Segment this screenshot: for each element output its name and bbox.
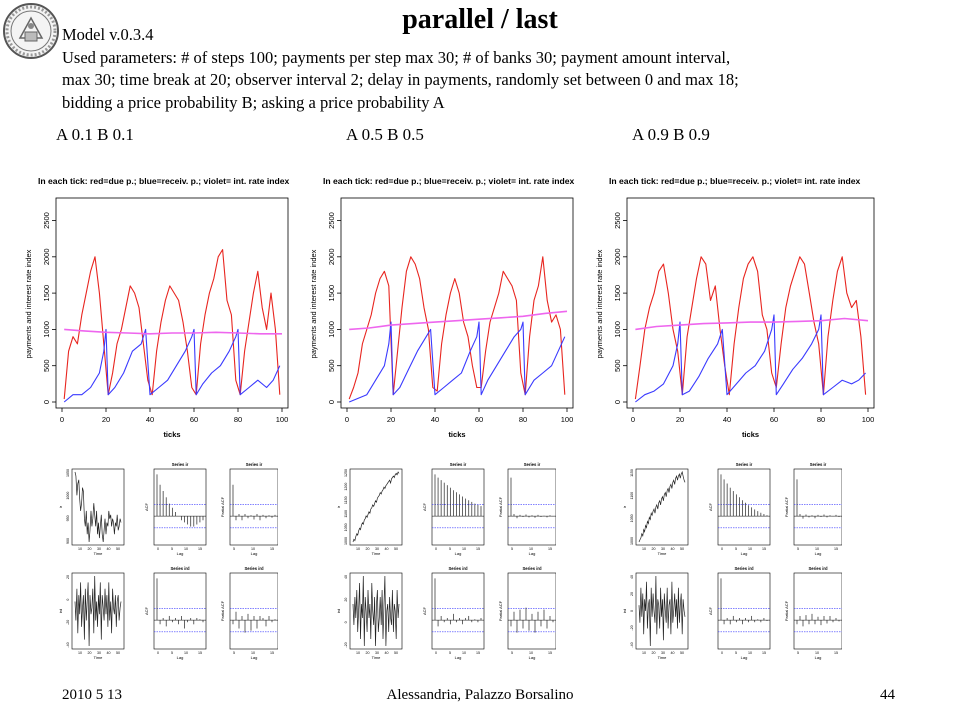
- x-tick-label: 0: [59, 415, 65, 424]
- x-tick-label: 10: [78, 651, 82, 655]
- y-tick-label: 0: [42, 399, 51, 405]
- x-tick-label: 0: [630, 415, 636, 424]
- y-tick-label: 1000: [344, 537, 348, 545]
- x-tick-label: 50: [116, 547, 120, 551]
- x-tick-label: 10: [748, 547, 752, 551]
- x-axis-label: Time: [371, 655, 381, 660]
- x-tick-label: 20: [651, 651, 656, 655]
- x-tick-label: 0: [435, 651, 437, 655]
- plot-frame: [432, 469, 484, 545]
- x-axis-label: Lag: [250, 551, 258, 556]
- x-tick-label: 10: [529, 651, 533, 655]
- x-tick-label: 5: [797, 651, 799, 655]
- y-axis-label: ACF: [422, 607, 427, 615]
- x-axis-label: Time: [93, 655, 103, 660]
- y-axis-label: Partial ACF: [220, 600, 225, 622]
- y-axis-label: ird: [622, 608, 627, 614]
- plot-title: Series ir: [523, 462, 541, 467]
- chart-caption: A 0.9 B 0.9: [632, 125, 710, 144]
- x-tick-label: 80: [518, 415, 528, 424]
- x-tick-label: 10: [462, 547, 466, 551]
- x-tick-label: 10: [815, 547, 819, 551]
- y-axis-label: ACF: [144, 503, 149, 511]
- y-tick-label: 40: [630, 575, 634, 579]
- y-tick-label: 1050: [66, 469, 70, 477]
- correlogram-plot: [708, 462, 770, 556]
- plot-frame: [508, 573, 556, 649]
- series-line: [75, 472, 121, 542]
- x-tick-label: 40: [106, 651, 111, 655]
- y-axis: [613, 212, 627, 404]
- x-tick-label: 5: [511, 547, 513, 551]
- y-tick-label: 2500: [613, 212, 622, 229]
- x-tick-label: 15: [548, 547, 552, 551]
- x-axis: [631, 408, 874, 424]
- y-axis-label: ACF: [708, 503, 713, 511]
- x-tick-label: 20: [651, 547, 656, 551]
- y-tick-label: -20: [630, 625, 634, 631]
- x-tick-label: 5: [233, 547, 235, 551]
- y-axis-label: ird: [336, 608, 341, 614]
- x-tick-label: 10: [748, 651, 752, 655]
- y-tick-label: 0: [327, 399, 336, 405]
- x-tick-label: 0: [157, 651, 159, 655]
- plot-frame: [432, 573, 484, 649]
- params-line: Used parameters: # of steps 100; payments per step max 30; # of banks 30; payment amount interval,: [62, 47, 731, 67]
- y-tick-label: 1150: [344, 496, 348, 505]
- plot-frame: [794, 469, 842, 545]
- y-axis-label: ir: [622, 505, 627, 509]
- slide-title: parallel / last: [402, 4, 558, 35]
- x-tick-label: 10: [356, 651, 360, 655]
- y-tick-label: 2000: [613, 248, 622, 266]
- x-tick-label: 50: [116, 651, 120, 655]
- y-axis-label: Partial ACF: [498, 496, 503, 518]
- chart-caption: A 0.5 B 0.5: [346, 125, 424, 144]
- y-axis-label: ACF: [144, 607, 149, 615]
- plot-title: Series ir: [245, 462, 263, 467]
- chart-title: In each tick: red=due p.; blue=receiv. p.; violet= int. rate index: [38, 176, 290, 186]
- footer-date: 2010 5 13: [62, 687, 122, 703]
- x-tick-label: 15: [198, 547, 202, 551]
- plot-title: Series ird: [244, 566, 264, 571]
- x-tick-label: 10: [529, 547, 533, 551]
- y-tick-label: 1050: [344, 523, 348, 532]
- correlogram-plot: [220, 462, 278, 556]
- series-line-blue: [635, 315, 865, 402]
- plot-title: Series ird: [448, 566, 468, 571]
- x-tick-label: 30: [375, 651, 379, 655]
- model-version: Model v.0.3.4: [62, 25, 154, 44]
- x-axis-label: Lag: [528, 655, 536, 660]
- plot-title: Series ir: [171, 462, 189, 467]
- x-tick-label: 50: [394, 651, 398, 655]
- y-tick-label: 0: [66, 598, 70, 601]
- series-line-violet: [64, 329, 282, 333]
- x-tick-label: 15: [198, 651, 202, 655]
- x-tick-label: 15: [762, 547, 766, 551]
- x-tick-label: 10: [251, 547, 255, 551]
- x-tick-label: 40: [145, 415, 155, 424]
- x-tick-label: 60: [769, 415, 779, 424]
- x-axis-label: Lag: [176, 655, 184, 660]
- plot-frame: [636, 469, 688, 545]
- y-axis-label: ACF: [422, 503, 427, 511]
- y-tick-label: 1100: [630, 491, 634, 500]
- correlogram-plot: [784, 566, 842, 660]
- series-line: [75, 576, 121, 646]
- plot-title: Series ird: [734, 566, 754, 571]
- y-axis-label: payments and interest rate index: [309, 249, 318, 359]
- series-line-red: [635, 257, 865, 399]
- x-tick-label: 30: [661, 651, 665, 655]
- x-axis-label: Time: [93, 551, 103, 556]
- x-tick-label: 5: [511, 651, 513, 655]
- x-tick-label: 10: [184, 547, 188, 551]
- x-tick-label: 5: [797, 547, 799, 551]
- y-tick-label: 2500: [327, 212, 336, 229]
- correlogram-plot: [144, 462, 206, 556]
- x-tick-label: 15: [548, 651, 552, 655]
- parameters-block: [62, 24, 822, 114]
- y-tick-label: 1500: [327, 284, 336, 302]
- x-tick-label: 50: [680, 651, 684, 655]
- plot-frame: [154, 573, 206, 649]
- y-tick-label: 2500: [42, 212, 51, 229]
- x-tick-label: 0: [157, 547, 159, 551]
- params-line: bidding a price probability B; asking a price probability A: [62, 92, 445, 112]
- y-tick-label: -20: [66, 619, 70, 625]
- correlogram-plot: [422, 566, 484, 660]
- series-line: [639, 472, 685, 542]
- x-tick-label: 60: [474, 415, 484, 424]
- x-tick-label: 0: [721, 547, 723, 551]
- plot-frame: [154, 469, 206, 545]
- x-axis-label: Time: [657, 655, 667, 660]
- y-tick-label: 1150: [630, 469, 634, 477]
- plot-frame: [230, 469, 278, 545]
- x-tick-label: 20: [101, 415, 111, 424]
- plot-frame: [718, 469, 770, 545]
- x-axis-label: ticks: [448, 430, 466, 439]
- y-axis-label: ir: [58, 505, 63, 509]
- correlogram-plot: [498, 462, 556, 556]
- plot-frame: [72, 469, 124, 545]
- y-tick-label: 1000: [42, 321, 51, 338]
- x-tick-label: 0: [435, 547, 437, 551]
- x-tick-label: 10: [642, 547, 646, 551]
- y-tick-label: 20: [630, 592, 634, 596]
- time-series-plot: [336, 469, 402, 556]
- y-axis: [327, 212, 341, 404]
- chart-title: In each tick: red=due p.; blue=receiv. p.; violet= int. rate index: [609, 176, 861, 186]
- x-axis-label: Lag: [740, 655, 748, 660]
- series-line-blue: [64, 329, 280, 402]
- x-tick-label: 20: [365, 651, 370, 655]
- x-tick-label: 15: [270, 651, 274, 655]
- x-tick-label: 30: [661, 547, 665, 551]
- x-axis-label: ticks: [163, 430, 181, 439]
- x-axis-label: Time: [371, 551, 381, 556]
- x-tick-label: 20: [386, 415, 396, 424]
- x-tick-label: 40: [106, 547, 111, 551]
- plot-title: Series ird: [808, 566, 828, 571]
- correlogram-plot: [784, 462, 842, 556]
- x-tick-label: 15: [270, 547, 274, 551]
- x-tick-label: 30: [97, 651, 101, 655]
- y-tick-label: 1000: [613, 321, 622, 338]
- x-axis: [60, 408, 288, 424]
- y-tick-label: 20: [344, 597, 348, 602]
- y-axis: [42, 212, 56, 404]
- plot-frame: [794, 573, 842, 649]
- x-tick-label: 10: [184, 651, 188, 655]
- correlogram-plot: [220, 566, 278, 660]
- y-tick-label: 2000: [327, 248, 336, 266]
- x-tick-label: 5: [449, 547, 451, 551]
- diagnostics-panel-1: [58, 455, 278, 670]
- x-tick-label: 100: [275, 415, 289, 424]
- plot-title: Series ir: [809, 462, 827, 467]
- y-axis-label: ird: [58, 608, 63, 614]
- plot-frame: [718, 573, 770, 649]
- y-axis-label: payments and interest rate index: [24, 249, 33, 359]
- y-tick-label: 500: [327, 359, 336, 372]
- x-tick-label: 40: [430, 415, 440, 424]
- x-tick-label: 5: [449, 651, 451, 655]
- correlogram-plot: [708, 566, 770, 660]
- correlogram-plot: [422, 462, 484, 556]
- chart-title: In each tick: red=due p.; blue=receiv. p.; violet= int. rate index: [323, 176, 575, 186]
- y-axis-label: ir: [336, 505, 341, 509]
- y-axis-label: ACF: [708, 607, 713, 615]
- plot-frame: [230, 573, 278, 649]
- x-tick-label: 15: [476, 547, 480, 551]
- series-line-red: [349, 257, 565, 399]
- x-tick-label: 15: [834, 651, 838, 655]
- y-tick-label: 1250: [344, 469, 348, 477]
- y-tick-label: 900: [66, 538, 70, 544]
- plot-frame: [627, 198, 874, 408]
- time-series-plot: [336, 573, 402, 660]
- x-tick-label: 20: [87, 651, 92, 655]
- x-tick-label: 30: [97, 547, 101, 551]
- x-tick-label: 50: [680, 547, 684, 551]
- time-series-plot: [58, 573, 124, 660]
- x-tick-label: 40: [384, 547, 389, 551]
- x-tick-label: 5: [171, 547, 173, 551]
- x-tick-label: 10: [356, 547, 360, 551]
- x-axis-label: Lag: [454, 655, 462, 660]
- series-line-violet: [349, 311, 567, 329]
- y-tick-label: 1100: [344, 509, 348, 518]
- x-axis-label: Lag: [814, 551, 822, 556]
- x-axis: [345, 408, 573, 424]
- plot-title: Series ir: [449, 462, 467, 467]
- y-tick-label: 1200: [344, 482, 348, 491]
- x-tick-label: 10: [642, 651, 646, 655]
- x-tick-label: 40: [722, 415, 732, 424]
- y-tick-label: 0: [630, 610, 634, 612]
- correlogram-plot: [144, 566, 206, 660]
- plot-frame: [56, 198, 288, 408]
- series-line: [353, 576, 399, 646]
- y-tick-label: 1000: [66, 491, 70, 500]
- x-tick-label: 20: [675, 415, 685, 424]
- x-tick-label: 60: [189, 415, 199, 424]
- x-tick-label: 5: [735, 651, 737, 655]
- y-tick-label: 20: [66, 575, 70, 579]
- y-tick-label: 0: [344, 621, 348, 624]
- y-tick-label: 1050: [630, 514, 634, 523]
- x-axis-label: Lag: [814, 655, 822, 660]
- x-tick-label: 5: [171, 651, 173, 655]
- y-tick-label: 500: [42, 359, 51, 372]
- plot-frame: [508, 469, 556, 545]
- x-tick-label: 40: [670, 651, 675, 655]
- chart-caption: A 0.1 B 0.1: [56, 125, 134, 144]
- diagnostics-panel-3: [622, 455, 842, 670]
- x-tick-label: 15: [762, 651, 766, 655]
- x-tick-label: 80: [233, 415, 243, 424]
- series-line: [639, 576, 685, 646]
- time-series-plot: [622, 573, 688, 660]
- y-axis-label: Partial ACF: [784, 600, 789, 622]
- footer-venue: Alessandria, Palazzo Borsalino: [386, 687, 574, 703]
- diagnostics-panel-2: [336, 455, 556, 670]
- x-tick-label: 20: [365, 547, 370, 551]
- footer-page-number: 44: [880, 687, 895, 703]
- x-tick-label: 15: [834, 547, 838, 551]
- plot-title: Series ird: [522, 566, 542, 571]
- y-tick-label: 500: [613, 359, 622, 372]
- y-axis-label: Partial ACF: [784, 496, 789, 518]
- params-line: max 30; time break at 20; observer interval 2; delay in payments, randomly set between 0 and max 18;: [62, 70, 739, 89]
- y-tick-label: 0: [613, 399, 622, 405]
- x-tick-label: 5: [735, 547, 737, 551]
- x-axis-label: Lag: [176, 551, 184, 556]
- x-axis-label: Lag: [528, 551, 536, 556]
- y-tick-label: -40: [66, 642, 70, 648]
- y-tick-label: 40: [344, 575, 348, 579]
- x-tick-label: 0: [344, 415, 350, 424]
- x-axis-label: ticks: [741, 430, 760, 439]
- time-series-plot: [622, 469, 688, 556]
- y-tick-label: -20: [344, 642, 348, 648]
- x-tick-label: 10: [462, 651, 466, 655]
- x-tick-label: 50: [394, 547, 398, 551]
- y-tick-label: -40: [630, 642, 634, 648]
- x-axis-label: Lag: [740, 551, 748, 556]
- y-tick-label: 1000: [327, 321, 336, 338]
- y-axis-label: Partial ACF: [498, 600, 503, 622]
- x-axis-label: Time: [657, 551, 667, 556]
- y-axis-label: Partial ACF: [220, 496, 225, 518]
- time-series-plot: [58, 469, 124, 556]
- x-tick-label: 0: [721, 651, 723, 655]
- x-tick-label: 80: [816, 415, 826, 424]
- x-tick-label: 40: [384, 651, 389, 655]
- y-axis-label: payments and interest rate index: [595, 249, 604, 359]
- payments-chart-2: [307, 168, 587, 443]
- x-tick-label: 30: [375, 547, 379, 551]
- x-tick-label: 20: [87, 547, 92, 551]
- x-tick-label: 5: [233, 651, 235, 655]
- y-tick-label: 1500: [42, 284, 51, 302]
- x-tick-label: 100: [560, 415, 574, 424]
- x-axis-label: Lag: [454, 551, 462, 556]
- plot-title: Series ird: [170, 566, 190, 571]
- payments-chart-1: [22, 168, 302, 443]
- x-tick-label: 10: [78, 547, 82, 551]
- y-tick-label: 950: [66, 515, 70, 522]
- x-tick-label: 40: [670, 547, 675, 551]
- y-tick-label: 1000: [630, 537, 634, 545]
- series-line-violet: [635, 319, 868, 330]
- plot-title: Series ir: [735, 462, 753, 467]
- x-tick-label: 100: [861, 415, 875, 424]
- x-tick-label: 15: [476, 651, 480, 655]
- x-tick-label: 10: [251, 651, 255, 655]
- x-axis-label: Lag: [250, 655, 258, 660]
- y-tick-label: 1500: [613, 284, 622, 302]
- correlogram-plot: [498, 566, 556, 660]
- x-tick-label: 10: [815, 651, 819, 655]
- series-line: [353, 472, 399, 542]
- y-tick-label: 2000: [42, 248, 51, 266]
- payments-chart-3: [593, 168, 888, 443]
- series-line-blue: [349, 322, 565, 402]
